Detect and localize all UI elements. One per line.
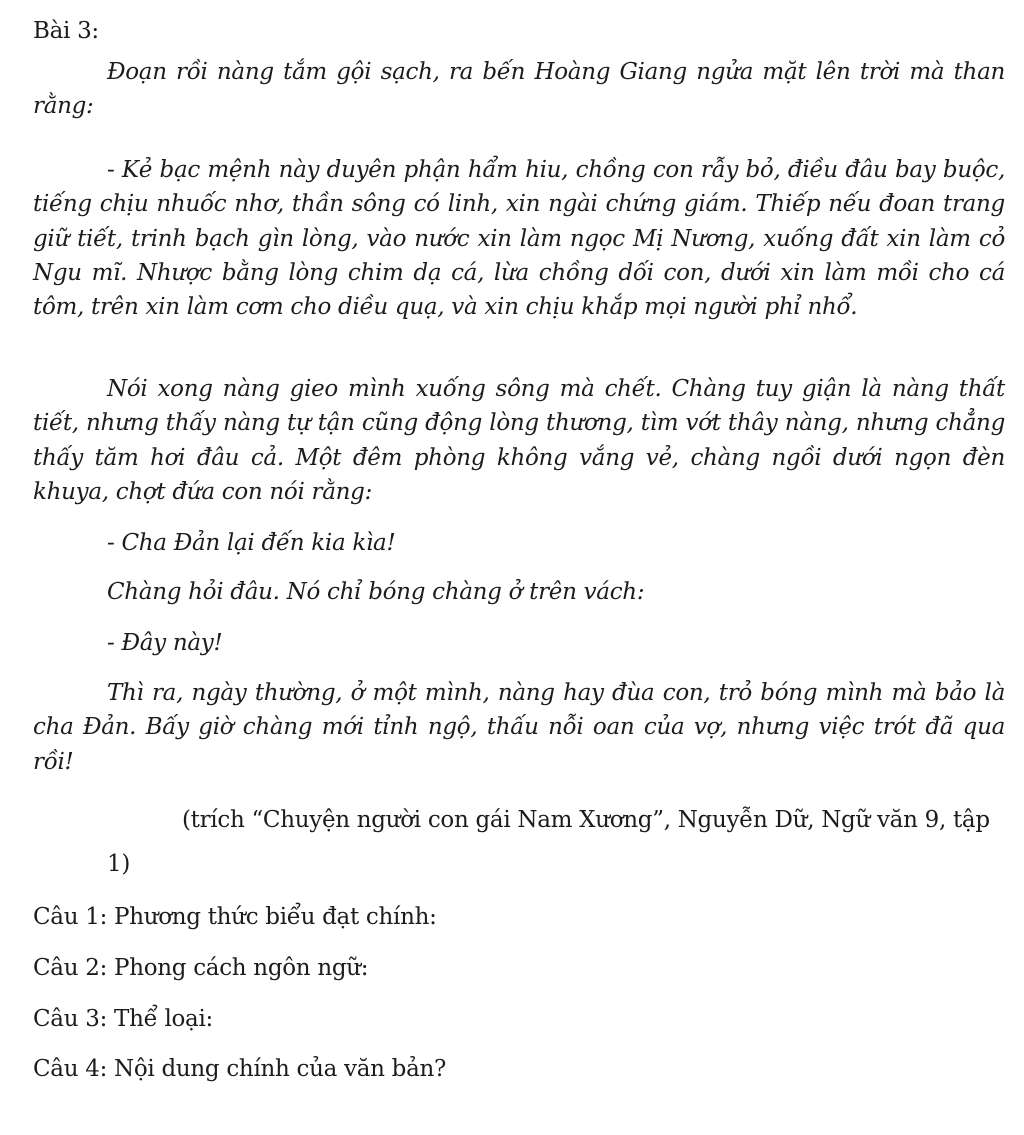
dialogue-line-reply: - Đây này! xyxy=(107,630,223,656)
story-paragraph-1: Đoạn rồi nàng tắm gội sạch, ra bến Hoàng Giang ngửa mặt lên trời mà than rằng: xyxy=(33,59,1005,120)
exercise-heading: Bài 3: xyxy=(33,18,99,44)
question-1: Câu 1: Phương thức biểu đạt chính: xyxy=(33,904,437,930)
question-4: Câu 4: Nội dung chính của văn bản? xyxy=(33,1056,447,1082)
question-3: Câu 3: Thể loại: xyxy=(33,1006,213,1032)
story-paragraph-4: Thì ra, ngày thường, ở một mình, nàng hay đùa con, trỏ bóng mình mà bảo là cha Đản. Bấy giờ chàng mới tỉnh ngộ, thấu nỗi oan của vợ, nhưng việc trót đã qua rồi! xyxy=(33,680,1005,775)
dialogue-line-narration: Chàng hỏi đâu. Nó chỉ bóng chàng ở trên vách: xyxy=(107,579,645,605)
story-paragraph-2: - Kẻ bạc mệnh này duyên phận hẩm hiu, chồng con rẫy bỏ, điều đâu bay buộc, tiếng chịu nhuốc nhơ, thần sông có linh, xin ngài chứng giám. Thiếp nếu đoan trang giữ tiết, trinh bạch gìn lòng, vào nước xin làm ngọc Mị Nương, xuống đất xin làm cỏ Ngu mĩ. Nhược bằng lòng chim dạ cá, lừa chồng dối con, dưới xin làm mồi cho cá tôm, trên xin làm cơm cho diều quạ, và xin chịu khắp mọi người phỉ nhổ. xyxy=(33,157,1005,321)
question-2: Câu 2: Phong cách ngôn ngữ: xyxy=(33,955,369,981)
dialogue-line-child: - Cha Đản lại đến kia kìa! xyxy=(107,530,396,556)
source-citation: (trích “Chuyện người con gái Nam Xương”, Nguyễn Dữ, Ngữ văn 9, tập 1) xyxy=(107,807,990,877)
story-paragraph-3: Nói xong nàng gieo mình xuống sông mà chết. Chàng tuy giận là nàng thất tiết, nhưng thấy nàng tự tận cũng động lòng thương, tìm vớt thây nàng, nhưng chẳng thấy tăm hơi đâu cả. Một đêm phòng không vắng vẻ, chàng ngồi dưới ngọn đèn khuya, chợt đứa con nói rằng: xyxy=(33,376,1005,505)
